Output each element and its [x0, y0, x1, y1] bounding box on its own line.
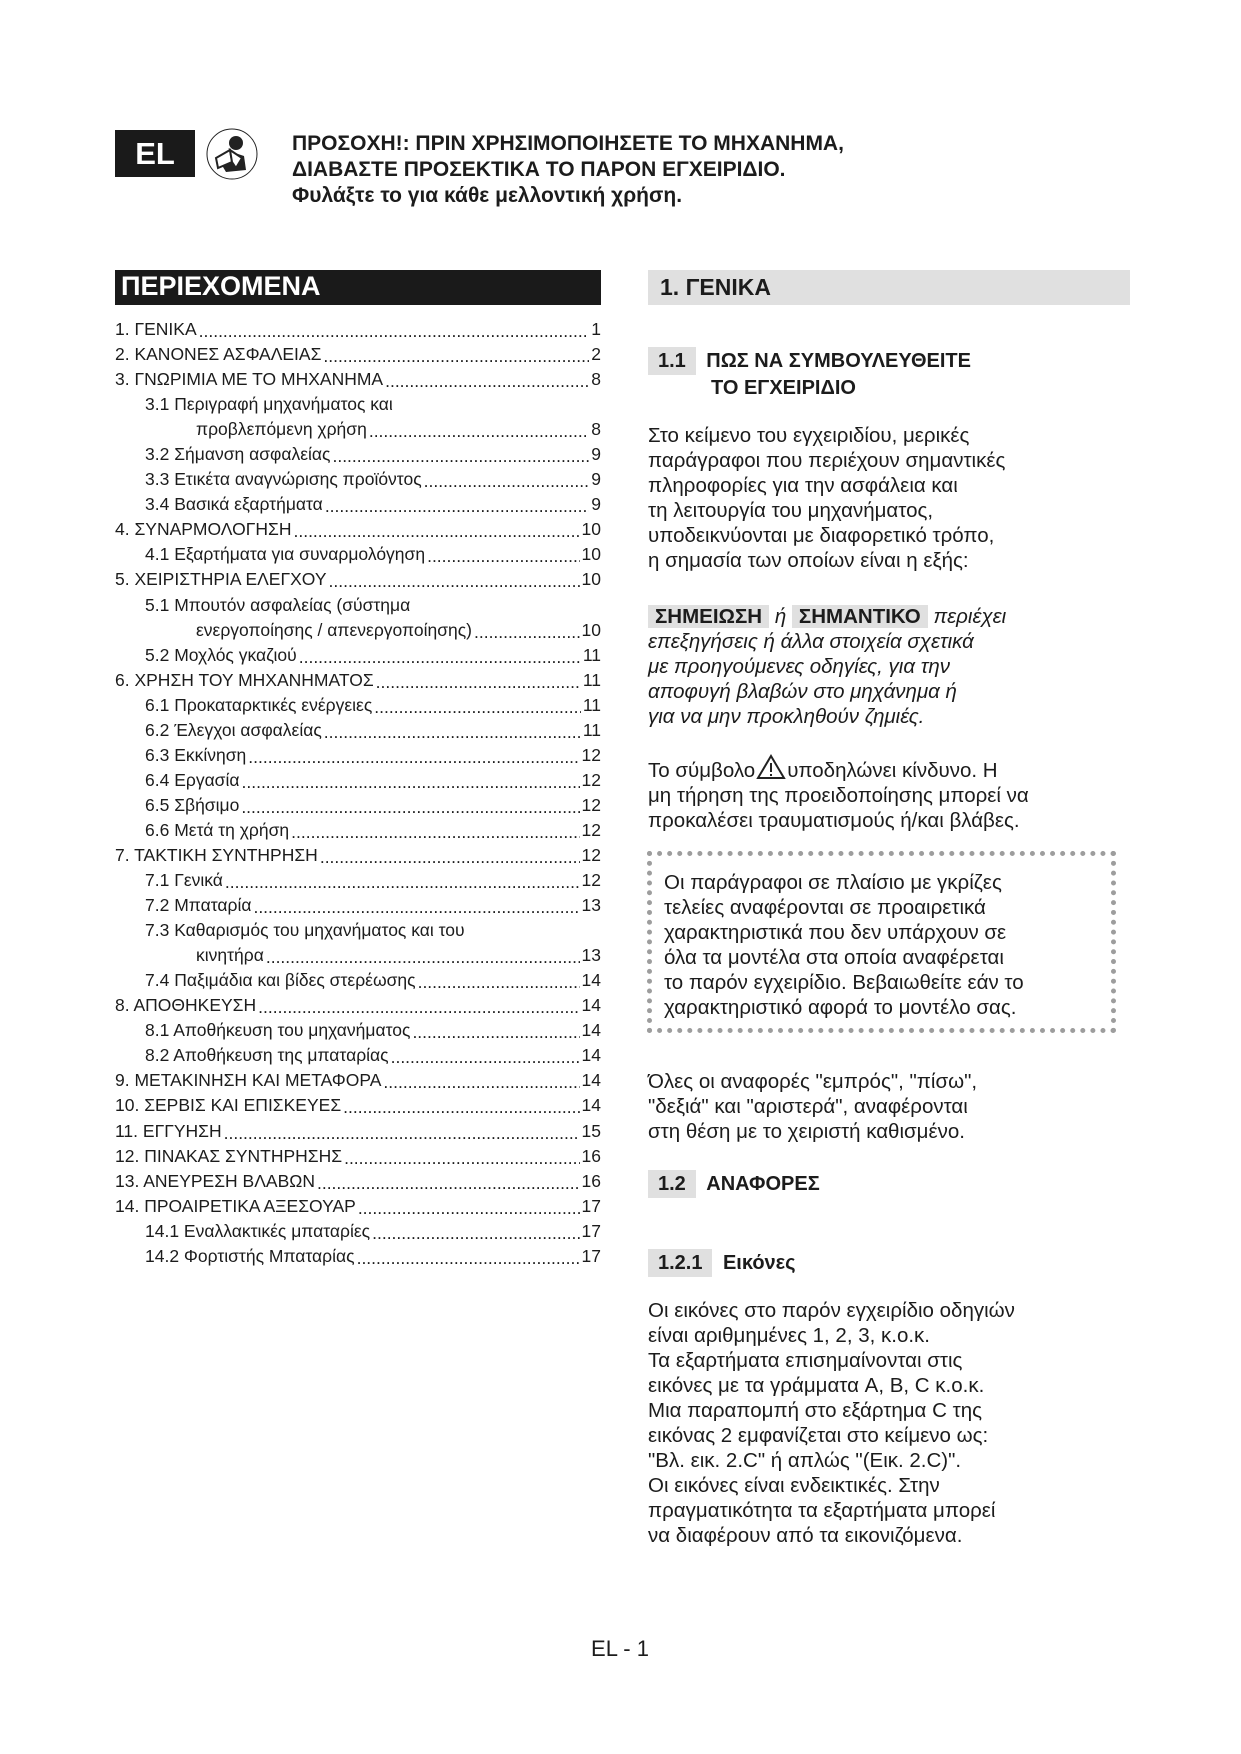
toc-leader-dots: [474, 622, 580, 640]
text-line: Τα εξαρτήματα επισημαίνονται στις: [648, 1349, 963, 1372]
toc-entry-page: 2: [591, 344, 601, 365]
text-line: το παρόν εγχειρίδιο. Βεβαιωθείτε εάν το: [664, 971, 1024, 994]
text-line: επεξηγήσεις ή άλλα στοιχεία σχετικά: [648, 630, 974, 653]
toc-leader-dots: [320, 847, 580, 865]
toc-entry: [115, 695, 601, 720]
text-line: Μια παραπομπή στο εξάρτημα C της: [648, 1399, 982, 1422]
text-run: υποδηλώνει κίνδυνο. Η: [787, 759, 998, 782]
text-line: Όλες οι αναφορές "εμπρός", "πίσω",: [648, 1070, 978, 1093]
note-tail: περιέχει: [933, 605, 1007, 628]
subsection-number: 1.2: [648, 1170, 696, 1198]
toc-entry-label: 8.1 Αποθήκευση του μηχανήματος: [145, 1020, 411, 1041]
toc-leader-dots: [293, 521, 579, 539]
toc-entry: [115, 595, 601, 620]
toc-entry: [115, 1095, 601, 1120]
text-line: υποδεικνύονται με διαφορετικό τρόπο,: [648, 524, 995, 547]
toc-entry: [115, 319, 601, 344]
toc-entry-page: 17: [581, 1220, 601, 1241]
toc-entry-page: 1: [591, 319, 601, 339]
toc-entry-label: 9. ΜΕΤΑΚΙΝΗΣΗ ΚΑΙ ΜΕΤΑΦΟΡΑ: [115, 1070, 382, 1091]
text-line: τη λειτουργία του μηχανήματος,: [648, 499, 934, 522]
book-reader-icon: [206, 128, 258, 180]
toc-entry: [115, 1045, 601, 1070]
toc-entry-page: 15: [581, 1120, 601, 1141]
toc-entry: [115, 394, 601, 419]
toc-entry-page: 14: [581, 1070, 601, 1091]
text-line: "δεξιά" και "αριστερά", αναφέρονται: [648, 1095, 968, 1118]
toc-leader-dots: [224, 1123, 580, 1141]
toc-leader-dots: [332, 446, 589, 464]
toc-entry-page: 14: [581, 1045, 601, 1066]
toc-leader-dots: [199, 321, 590, 339]
toc-entry-page: 10: [581, 619, 601, 640]
toc-entry-label: 1. ΓΕΝΙΚΑ: [115, 319, 197, 339]
toc-entry-label: 7.4 Παξιμάδια και βίδες στερέωσης: [145, 970, 416, 991]
toc-leader-dots: [241, 797, 579, 815]
text-line: παράγραφοι που περιέχουν σημαντικές: [648, 449, 1006, 472]
toc-leader-dots: [324, 722, 581, 740]
toc-entry-page: 10: [581, 569, 601, 590]
subsection-number: 1.1: [648, 347, 696, 375]
toc-entry: [115, 745, 601, 770]
toc-entry: [115, 645, 601, 670]
symbol-paragraph: [648, 754, 1148, 833]
toc-entry-page: 10: [581, 519, 601, 540]
subsection-title: ΑΝΑΦΟΡΕΣ: [706, 1173, 820, 1195]
text-line: αποφυγή βλαβών στο μηχάνημα ή: [648, 680, 957, 703]
toc-entry: [115, 945, 601, 970]
toc-entry-label: 4. ΣΥΝΑΡΜΟΛΟΓΗΣΗ: [115, 519, 292, 540]
toc-entry-label: 8.2 Αποθήκευση της μπαταρίας: [145, 1045, 389, 1066]
toc-leader-dots: [357, 1248, 580, 1266]
toc-entry-label: 6.3 Εκκίνηση: [145, 744, 247, 765]
toc-entry: [115, 369, 601, 394]
toc-entry-page: 17: [581, 1245, 601, 1266]
subsection-1-2-heading: [648, 1170, 820, 1198]
toc-entry-label: 6.5 Σβήσιμο: [145, 794, 240, 815]
toc-entry-label: 7.3 Καθαρισμός του μηχανήματος και του: [145, 920, 465, 941]
subsection-1-1-heading: [648, 347, 1128, 401]
toc-entry-label: 6.4 Εργασία: [145, 769, 240, 790]
toc-entry-page: 12: [581, 794, 601, 815]
toc-entry-label: 8. ΑΠΟΘΗΚΕΥΣΗ: [115, 995, 257, 1016]
subsection-title-line: ΤΟ ΕΓΧΕΙΡΙΔΙΟ: [711, 377, 856, 399]
toc-entry-label: 11. ΕΓΓΥΗΣΗ: [115, 1120, 222, 1141]
text-line: χαρακτηριστικά που δεν υπάρχουν σε: [664, 921, 1007, 944]
toc-entry-page: 11: [582, 694, 601, 715]
toc-leader-dots: [323, 346, 589, 364]
toc-leader-dots: [343, 1097, 579, 1115]
toc-entry-page: 13: [581, 895, 601, 916]
toc-entry: [115, 1146, 601, 1171]
toc-entry-label: 5.2 Μοχλός γκαζιού: [145, 644, 297, 665]
toc-leader-dots: [412, 1022, 579, 1040]
warning-line: ΔΙΑΒΑΣΤΕ ΠΡΟΣΕΚΤΙΚΑ ΤΟ ΠΑΡΟΝ ΕΓΧΕΙΡΙΔΙΟ.: [292, 158, 786, 181]
toc-entry-label: ενεργοποίησης / απενεργοποίησης): [196, 619, 472, 640]
toc-entry-label: 14.2 Φορτιστής Μπαταρίας: [145, 1245, 355, 1266]
note-paragraph: [648, 604, 1108, 729]
toc-entry-label: 14. ΠΡΟΑΙΡΕΤΙΚΑ ΑΞΕΣΟΥΑΡ: [115, 1195, 356, 1216]
toc-entry-page: 8: [591, 369, 601, 390]
text-line: χαρακτηριστικό αφορά το μοντέλο σας.: [664, 996, 1017, 1019]
important-tag: ΣΗΜΑΝΤΙΚΟ: [792, 605, 928, 628]
toc-leader-dots: [248, 747, 579, 765]
text-line: πραγματικότητα τα εξαρτήματα μπορεί: [648, 1499, 996, 1522]
toc-entry: [115, 444, 601, 469]
toc-entry: [115, 1121, 601, 1146]
toc-entry-label: 10. ΣΕΡΒΙΣ ΚΑΙ ΕΠΙΣΚΕΥΕΣ: [115, 1095, 342, 1116]
toc-entry: [115, 795, 601, 820]
toc-entry: [115, 620, 601, 645]
toc-entry: [115, 569, 601, 594]
toc-entry-page: 12: [581, 744, 601, 765]
toc-entry-label: 6.6 Μετά τη χρήση: [145, 819, 290, 840]
subsection-1-2-1-heading: [648, 1249, 796, 1277]
text-line: τελείες αναφέρονται σε προαιρετικά: [664, 896, 986, 919]
direction-paragraph: [648, 1069, 1148, 1144]
toc-entry-label: κινητήρα: [196, 945, 264, 966]
toc-entry: [115, 970, 601, 995]
warning-heading: [292, 131, 1052, 209]
toc-entry: [115, 419, 601, 444]
toc-entry-label: 3. ΓΝΩΡΙΜΙΑ ΜΕ ΤΟ ΜΗΧΑΝΗΜΑ: [115, 369, 384, 390]
toc-leader-dots: [427, 546, 579, 564]
toc-entry-label: 12. ΠΙΝΑΚΑΣ ΣΥΝΤΗΡΗΣΗΣ: [115, 1145, 343, 1166]
or-word: ή: [774, 605, 787, 628]
toc-entry: [115, 1171, 601, 1196]
optional-features-box: [647, 851, 1116, 1033]
toc-entry-label: 7. ΤΑΚΤΙΚΗ ΣΥΝΤΗΡΗΣΗ: [115, 844, 318, 865]
toc-entry-label: 5.1 Μπουτόν ασφαλείας (σύστημα: [145, 594, 411, 615]
toc-leader-dots: [329, 571, 580, 589]
toc-entry-page: 14: [581, 1020, 601, 1041]
toc-entry: [115, 845, 601, 870]
warning-line: Φυλάξτε το για κάθε μελλοντική χρήση.: [292, 184, 683, 207]
toc-entry-label: 3.1 Περιγραφή μηχανήματος και: [145, 394, 393, 415]
toc-leader-dots: [299, 647, 581, 665]
toc-entry-page: 12: [581, 819, 601, 840]
toc-entry-label: 3.2 Σήμανση ασφαλείας: [145, 444, 331, 465]
toc-entry-label: 14.1 Εναλλακτικές μπαταρίες: [145, 1220, 371, 1241]
text-line: στη θέση με το χειριστή καθισμένο.: [648, 1120, 965, 1143]
text-line: η σημασία των οποίων είναι η εξής:: [648, 549, 969, 572]
toc-entry-label: προβλεπόμενη χρήση: [196, 419, 367, 440]
text-line: πληροφορίες για την ασφάλεια και: [648, 474, 958, 497]
toc-entry: [115, 469, 601, 494]
toc-leader-dots: [266, 947, 580, 965]
toc-entry: [115, 1246, 601, 1271]
toc-entry-page: 9: [591, 444, 601, 465]
table-of-contents: [115, 319, 601, 1271]
warning-triangle-icon: [756, 754, 786, 780]
toc-entry-page: 8: [591, 419, 601, 440]
toc-entry-page: 13: [581, 945, 601, 966]
toc-leader-dots: [358, 1198, 580, 1216]
toc-entry-label: 6. ΧΡΗΣΗ ΤΟΥ ΜΗΧΑΝΗΜΑΤΟΣ: [115, 669, 374, 690]
subsection-title-line: ΠΩΣ ΝΑ ΣΥΜΒΟΥΛΕΥΘΕΙΤΕ: [706, 350, 971, 372]
figures-paragraph: [648, 1298, 1148, 1548]
toc-leader-dots: [391, 1047, 580, 1065]
text-line: "Βλ. εικ. 2.C" ή απλώς "(Εικ. 2.C)".: [648, 1449, 962, 1472]
text-line: Οι παράγραφοι σε πλαίσιο με γκρίζες: [664, 871, 1002, 894]
toc-entry-page: 9: [591, 494, 601, 515]
text-line: είναι αριθμημένες 1, 2, 3, κ.ο.κ.: [648, 1324, 931, 1347]
toc-entry-page: 17: [581, 1195, 601, 1216]
toc-entry: [115, 1020, 601, 1045]
text-line: Οι εικόνες στο παρόν εγχειρίδιο οδηγιών: [648, 1299, 1015, 1322]
toc-leader-dots: [424, 471, 590, 489]
toc-leader-dots: [242, 772, 580, 790]
toc-entry-label: 3.4 Βασικά εξαρτήματα: [145, 494, 323, 515]
toc-entry-page: 11: [582, 669, 601, 690]
toc-entry: [115, 1196, 601, 1221]
page-number: EL - 1: [591, 1636, 649, 1661]
toc-entry: [115, 344, 601, 369]
text-line: προκαλέσει τραυματισμούς ή/και βλάβες.: [648, 809, 1020, 832]
toc-leader-dots: [383, 1072, 579, 1090]
toc-leader-dots: [253, 897, 579, 915]
toc-leader-dots: [369, 421, 589, 439]
intro-paragraph: [648, 423, 1148, 573]
text-line: για να μην προκληθούν ζημιές.: [648, 705, 925, 728]
text-line: Στο κείμενο του εγχειριδίου, μερικές: [648, 424, 970, 447]
toc-entry-label: 2. ΚΑΝΟΝΕΣ ΑΣΦΑΛΕΙΑΣ: [115, 344, 322, 365]
toc-leader-dots: [418, 972, 580, 990]
toc-leader-dots: [225, 872, 580, 890]
toc-entry-label: 6.1 Προκαταρκτικές ενέργειες: [145, 694, 373, 715]
toc-leader-dots: [374, 697, 581, 715]
toc-entry-label: 3.3 Ετικέτα αναγνώρισης προϊόντος: [145, 469, 422, 490]
toc-entry-label: 4.1 Εξαρτήματα για συναρμολόγηση: [145, 544, 426, 565]
toc-leader-dots: [258, 997, 579, 1015]
text-line: Οι εικόνες είναι ενδεικτικές. Στην: [648, 1474, 940, 1497]
text-line: εικόνας 2 εμφανίζεται στο κείμενο ως:: [648, 1424, 989, 1447]
toc-entry-page: 9: [591, 469, 601, 490]
toc-leader-dots: [376, 672, 581, 690]
toc-entry-page: 16: [581, 1170, 601, 1191]
toc-entry: [115, 895, 601, 920]
toc-leader-dots: [291, 822, 579, 840]
toc-entry: [115, 920, 601, 945]
toc-entry-page: 11: [582, 644, 601, 665]
toc-title: ΠΕΡΙΕΧΟΜΕΝΑ: [115, 270, 601, 303]
note-tag: ΣΗΜΕΙΩΣΗ: [648, 605, 769, 628]
toc-leader-dots: [372, 1223, 579, 1241]
toc-leader-dots: [344, 1148, 579, 1166]
toc-entry-label: 5. ΧΕΙΡΙΣΤΗΡΙΑ ΕΛΕΓΧΟΥ: [115, 569, 327, 590]
toc-entry-label: 7.2 Μπαταρία: [145, 895, 252, 916]
toc-entry: [115, 870, 601, 895]
toc-entry: [115, 770, 601, 795]
toc-entry-page: 16: [581, 1145, 601, 1166]
toc-leader-dots: [325, 496, 589, 514]
warning-line: ΠΡΟΣΟΧΗ!: ΠΡΙΝ ΧΡΗΣΙΜΟΠΟΙΗΣΕΤΕ ΤΟ ΜΗΧΑΝΗΜΑ,: [292, 132, 844, 155]
language-badge: EL: [115, 130, 195, 177]
toc-entry-page: 12: [581, 870, 601, 891]
subsection-title: Εικόνες: [722, 1252, 796, 1274]
toc-leader-dots: [317, 1173, 580, 1191]
text-line: μη τήρηση της προειδοποίησης μπορεί να: [648, 784, 1029, 807]
toc-entry: [115, 820, 601, 845]
text-run: Το σύμβολο: [648, 759, 756, 782]
toc-entry: [115, 544, 601, 569]
toc-entry: [115, 670, 601, 695]
toc-entry: [115, 1221, 601, 1246]
toc-entry: [115, 519, 601, 544]
text-line: εικόνες με τα γράμματα A, B, C κ.ο.κ.: [648, 1374, 985, 1397]
toc-entry-page: 11: [582, 719, 601, 740]
text-line: με προηγούμενες οδηγίες, για την: [648, 655, 951, 678]
toc-entry-page: 14: [581, 995, 601, 1016]
toc-entry: [115, 1070, 601, 1095]
toc-entry-page: 12: [581, 844, 601, 865]
toc-entry: [115, 995, 601, 1020]
toc-leader-dots: [385, 371, 589, 389]
text-line: όλα τα μοντέλα στα οποία αναφέρεται: [664, 946, 1004, 969]
toc-entry-page: 12: [581, 769, 601, 790]
toc-entry: [115, 494, 601, 519]
toc-entry-page: 10: [581, 544, 601, 565]
toc-entry-label: 6.2 Έλεγχοι ασφαλείας: [145, 719, 322, 740]
toc-entry-page: 14: [581, 970, 601, 991]
toc-entry: [115, 720, 601, 745]
text-line: να διαφέρουν από τα εικονιζόμενα.: [648, 1524, 963, 1547]
toc-entry-page: 14: [581, 1095, 601, 1116]
toc-entry-label: 13. ΑΝΕΥΡΕΣΗ ΒΛΑΒΩΝ: [115, 1170, 315, 1191]
toc-entry-label: 7.1 Γενικά: [145, 870, 223, 891]
section-1-heading: 1. ΓΕΝΙΚΑ: [648, 270, 1130, 305]
subsection-number: 1.2.1: [648, 1249, 712, 1277]
toc-divider: [115, 303, 601, 305]
